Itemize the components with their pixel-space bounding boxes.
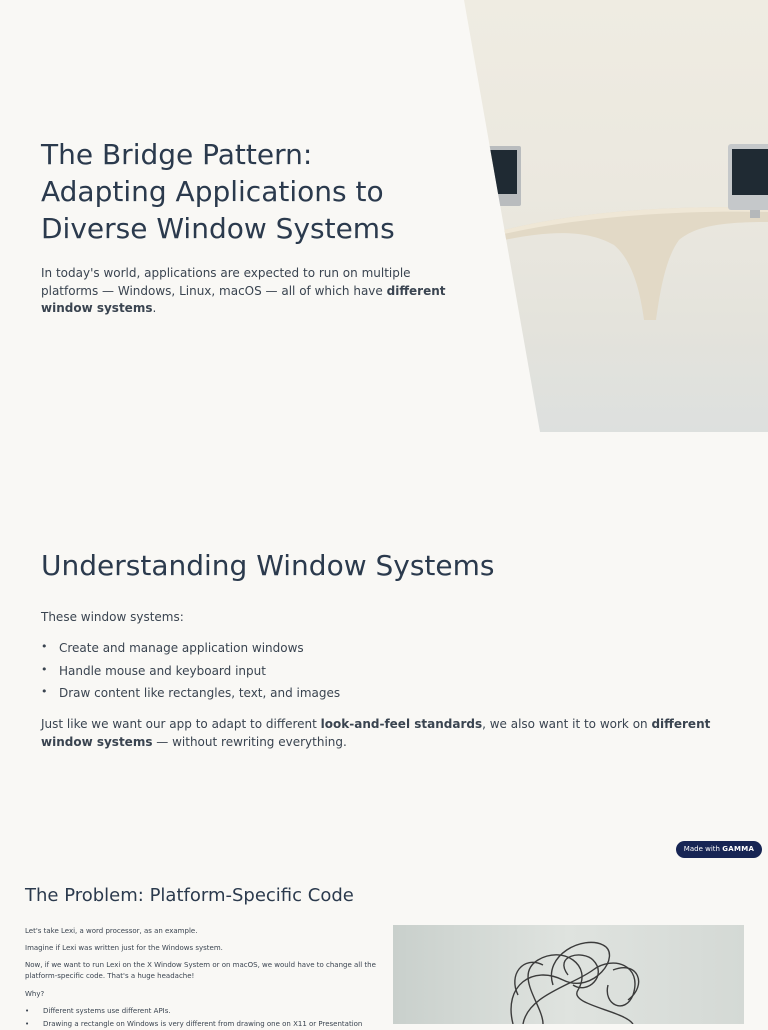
list-item-text: Create and manage application windows [59,641,304,655]
list-item-text: Draw content like rectangles, text, and images [59,686,341,700]
intro-bold: different window systems [41,283,446,315]
problem-slide [0,870,768,1028]
section-title: The Problem: Platform-Specific Code [25,885,354,906]
main-title [41,136,461,247]
para-text: — without rewriting everything. [152,734,347,749]
gamma-logo: GAMMA [722,845,755,853]
list-item [25,1006,171,1017]
para-text: , we also want it to work on [482,717,652,731]
list-item [41,662,340,685]
bullet-icon: • [25,1020,30,1028]
title-slide [0,0,768,432]
hero-image-desk-monitors [464,0,768,432]
section-title: Understanding Window Systems [41,549,495,582]
title-line-3: Diverse Window Systems [41,212,395,245]
para-bold: different window systems [41,717,711,749]
list-item-text: Different systems use different APIs. [43,1007,171,1015]
body-line: Now, if we want to run Lexi on the X Window System or on macOS, we would have to change all the platform-specific code. That's a huge headache! [25,961,376,980]
tangled-wires-photo [393,925,744,1024]
made-with-gamma-badge[interactable] [676,841,762,858]
list-item-text: Drawing a rectangle on Windows is very different from drawing one on X11 or Presentation [43,1020,363,1028]
list-item-text: Handle mouse and keyboard input [59,663,266,678]
bullet-list [41,639,340,707]
body-line: Let's take Lexi, a word processor, as an example. [25,927,198,935]
list-item [41,684,340,707]
para-bold: look-and-feel standards [320,717,483,731]
window-systems-slide [0,500,768,800]
title-line-2: Adapting Applications to [41,175,384,208]
list-item [41,639,340,662]
bullet-icon: • [41,685,48,698]
intro-text: In today's world, applications are expected to run on multiple platforms — Windows, Linux, macOS — all of which have [41,266,411,298]
bullet-icon: • [25,1007,30,1015]
body-line: Imagine if Lexi was written just for the Windows system. [25,944,223,952]
list-item [25,1019,362,1030]
section-paragraph [41,716,721,751]
para-text: Just like we want our app to adapt to different [41,717,321,731]
wires-illustration [393,925,744,1024]
title-line-1: The Bridge Pattern: [41,138,313,171]
badge-prefix: Made with [683,845,720,853]
intro-paragraph [41,265,451,318]
section-intro: These window systems: [41,610,184,624]
bullet-icon: • [41,640,48,653]
desk-illustration [464,0,768,432]
bullet-icon: • [41,662,48,676]
body-line: Why? [25,990,45,998]
intro-end: . [152,301,157,315]
